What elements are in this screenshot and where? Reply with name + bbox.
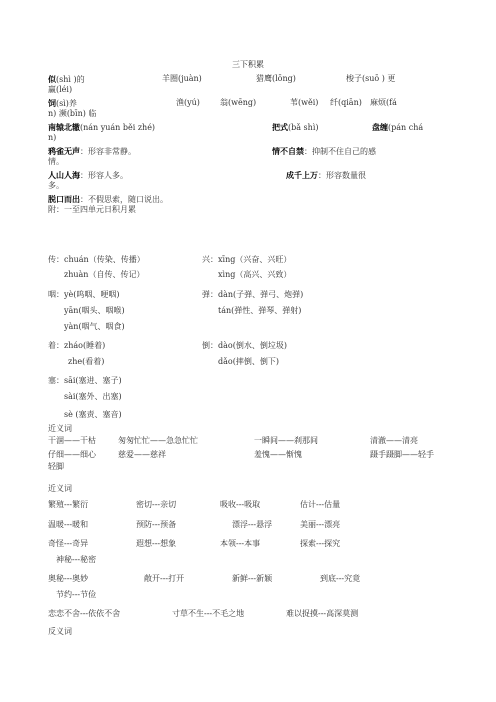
term-text: 羊圈(juàn) — [162, 74, 202, 83]
vocab-term — [162, 74, 202, 84]
vocab-term — [272, 122, 319, 133]
vocab-continuation — [48, 133, 56, 143]
polyphone-entry: 传：chuán（传染、传播） — [48, 255, 145, 264]
term-text: ：形容数量很 — [318, 171, 366, 180]
synonym-pair: 本领---本事 — [220, 539, 261, 548]
term-bold: 人山人海 — [48, 170, 80, 180]
section-heading: 近义词 — [48, 424, 72, 433]
vocab-term — [48, 146, 136, 157]
synonym-pair: 温暖---暖和 — [48, 520, 89, 529]
term-text: (pán chá — [388, 123, 424, 132]
polyphone-entry: yàn(咽气、咽食) — [64, 322, 125, 331]
vocab-term — [290, 98, 318, 108]
synonym-pair: 繁殖---繁衍 — [48, 500, 89, 509]
synonym-pair: 节约---节俭 — [56, 590, 97, 599]
polyphone-entry: sài(塞外、出塞) — [64, 392, 122, 401]
term-text: (sì)养 — [56, 99, 77, 108]
synonym-pair: 奇怪---奇异 — [48, 539, 89, 548]
vocab-term — [48, 122, 155, 133]
term-text: 翁(wēng) — [220, 98, 257, 107]
vocab-term — [372, 122, 423, 133]
term-text: 赢(léi) — [48, 85, 73, 94]
synonym-pair: 到底---究竟 — [320, 574, 361, 583]
synonym-pair: 清澈——清亮 — [370, 436, 418, 445]
synonym-pair: 仔细——细心 — [48, 450, 96, 459]
page-title: 三下积累 — [232, 60, 264, 69]
term-text: ：不假思索，随口说出。 — [80, 195, 168, 204]
term-bold: 成千上万 — [286, 170, 318, 180]
polyphone-entry: zhuàn（自传、传记） — [64, 270, 145, 279]
term-text: 情。 — [48, 157, 64, 166]
synonym-pair: 一瞬间——刹那间 — [254, 436, 318, 445]
synonym-pair: 难以捉摸---高深莫测 — [286, 609, 359, 618]
vocab-term — [220, 98, 256, 108]
term-text: n) — [48, 133, 57, 142]
synonym-pair: 奥秘---奥妙 — [48, 574, 89, 583]
term-text: 纤(qiān) — [330, 98, 362, 107]
polyphone-entry: 倒：dào(倒水、倒垃圾) — [202, 341, 287, 350]
vocab-term — [330, 98, 362, 108]
term-bold: 饲 — [48, 98, 56, 108]
synonym-pair: 神秘---秘密 — [56, 555, 97, 564]
vocab-continuation — [48, 205, 136, 215]
term-text: (nán yuán běi zhé) — [80, 123, 156, 132]
term-text: ：形容人多。 — [80, 171, 128, 180]
synonym-pair: 新鲜---新颖 — [232, 574, 273, 583]
term-text: (bǎ shì) — [288, 123, 319, 132]
term-bold: 鸦雀无声 — [48, 146, 80, 156]
term-text: 渔(yú) — [176, 98, 200, 107]
synonym-pair: 美丽---漂亮 — [300, 520, 341, 529]
synonym-pair: 匆匆忙忙——急急忙忙 — [118, 436, 198, 445]
synonym-pair: 探索---探究 — [300, 539, 341, 548]
synonym-pair: 估计---估量 — [300, 500, 341, 509]
synonym-pair: 敞开---打开 — [144, 574, 185, 583]
polyphone-entry: sè (塞责、塞音) — [64, 410, 122, 419]
polyphone-entry: xìng（高兴、兴致） — [218, 270, 292, 279]
term-bold: 南辕北辙 — [48, 122, 80, 132]
polyphone-entry: 弹：dàn(子弹、弹弓、炮弹) — [202, 290, 304, 299]
vocab-term — [176, 98, 200, 108]
polyphone-entry: 咽：yè(呜咽、哽咽) — [48, 290, 120, 299]
term-bold: 似 — [48, 74, 56, 84]
synonym-pair: 慈爱——慈祥 — [118, 450, 166, 459]
synonym-pair: 羞愧——惭愧 — [254, 450, 302, 459]
section-heading: 近义词 — [48, 484, 72, 493]
polyphone-entry: zhe(看着) — [68, 357, 105, 366]
synonym-pair: 干涸——干枯 — [48, 436, 96, 445]
term-bold: 情不自禁 — [272, 146, 304, 156]
term-text: n) 濒(bīn) 临 — [48, 109, 97, 118]
vocab-term — [370, 98, 397, 108]
term-bold: 盘缠 — [372, 122, 388, 132]
synonym-pair: 漂浮---悬浮 — [232, 520, 273, 529]
term-text: 苇(wěi) — [290, 98, 319, 107]
polyphone-entry: yān(咽头、咽喉) — [64, 306, 125, 315]
term-text: 梭子(suō ) 更 — [346, 74, 396, 83]
term-text: 猎鹰(lōng) — [256, 74, 296, 83]
term-text: (shì )的 — [56, 75, 85, 84]
synonym-pair: 吸收---吸取 — [220, 500, 261, 509]
term-bold: 把式 — [272, 122, 288, 132]
synonym-pair: 遐想---想象 — [136, 539, 177, 548]
synonym-pair: 蹑手蹑脚——轻手 — [370, 450, 434, 459]
polyphone-entry: tán(弹性、弹琴、弹射) — [218, 306, 302, 315]
term-text: 多。 — [48, 181, 64, 190]
synonym-pair: 寸草不生---不毛之地 — [172, 609, 245, 618]
vocab-term — [286, 170, 366, 181]
vocab-term — [272, 146, 376, 157]
synonym-pair: 轻脚 — [48, 462, 64, 471]
term-bold: 脱口而出 — [48, 194, 80, 204]
vocab-continuation — [48, 181, 64, 191]
term-text: ：形容非常静。 — [80, 147, 136, 156]
polyphone-entry: 着：zháo(睡着) — [48, 341, 106, 350]
vocab-term — [256, 74, 296, 84]
vocab-continuation — [48, 85, 72, 95]
section-heading: 反义词 — [48, 627, 72, 636]
vocab-term — [48, 98, 77, 109]
vocab-continuation — [48, 157, 64, 167]
polyphone-entry: 塞：sāi(塞进、塞子) — [48, 376, 122, 385]
synonym-pair: 预防---预备 — [136, 520, 177, 529]
polyphone-entry: dǎo(摔倒、倒下) — [218, 357, 279, 366]
vocab-continuation — [48, 109, 96, 119]
term-text: 麻烦(fá — [370, 98, 397, 107]
vocab-term — [346, 74, 395, 84]
synonym-pair: 密切---亲切 — [136, 500, 177, 509]
term-text: 附：一至四单元日积月累 — [48, 205, 136, 214]
vocab-term — [48, 170, 128, 181]
term-text: ：抑制不住自己的感 — [304, 147, 376, 156]
vocab-term — [48, 74, 85, 85]
vocab-term — [48, 194, 168, 205]
synonym-pair: 恋恋不舍---依依不舍 — [48, 609, 121, 618]
polyphone-entry: 兴：xīng（兴奋、兴旺） — [202, 255, 292, 264]
